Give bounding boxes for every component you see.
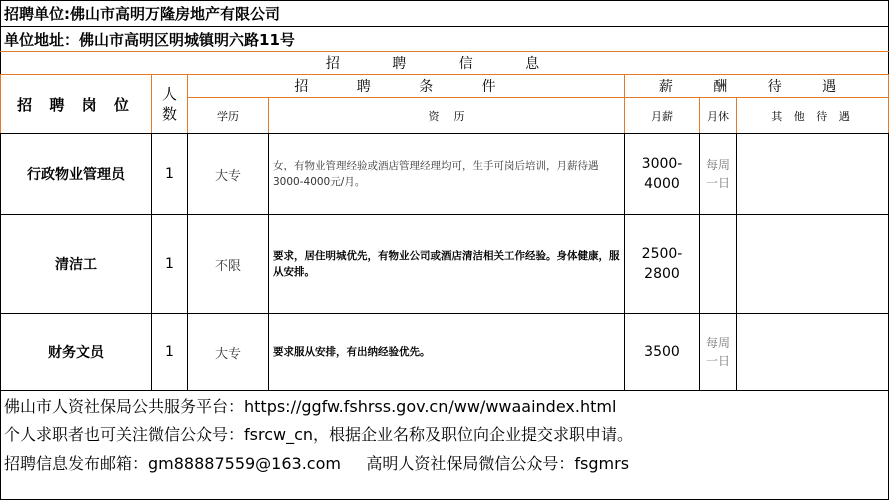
divider: [0, 26, 889, 27]
row1-other: [736, 133, 889, 215]
row2-education: 不限: [187, 214, 269, 314]
row3-qualification: 要求服从安排，有出纳经验优先。: [268, 313, 625, 391]
conditions-group-header: 招 聘 条 件: [187, 74, 625, 98]
sub-qualification-header: 资 历: [268, 97, 625, 134]
company-name: 招聘单位:佛山市高明万隆房地产有限公司: [4, 5, 281, 23]
footer-email: 招聘信息发布邮箱：gm88887559@163.com 高明人资社保局微信公众号：fsgmrs: [4, 454, 630, 473]
sub-other-header: 其 他 待 遇: [736, 97, 889, 134]
row3-salary: 3500: [624, 313, 700, 391]
section-title: 招 聘 信 息: [325, 56, 564, 72]
footer-platform: 佛山市人资社保局公共服务平台：https://ggfw.fshrss.gov.cn/ww/wwaaindex.html: [4, 397, 617, 416]
row2-rest: [699, 214, 737, 314]
row3-rest: 每周一日: [699, 313, 737, 391]
sub-monthly-rest-header: 月休: [699, 97, 737, 134]
sub-monthly-pay-header: 月薪: [624, 97, 700, 134]
row2-salary: 2500-2800: [624, 214, 700, 314]
row1-salary: 3000-4000: [624, 133, 700, 215]
salary-group-header: 薪 酬 待 遇: [624, 74, 889, 98]
row2-qualification: 要求，居住明城优先，有物业公司或酒店清洁相关工作经验。身体健康，服从安排。: [268, 214, 625, 314]
row2-count: 1: [151, 214, 188, 314]
row1-position: 行政物业管理员: [0, 133, 152, 215]
row3-position: 财务文员: [0, 313, 152, 391]
row3-count: 1: [151, 313, 188, 391]
sub-education-header: 学历: [187, 97, 269, 134]
company-address: 单位地址：佛山市高明区明城镇明六路11号: [4, 31, 295, 49]
row1-education: 大专: [187, 133, 269, 215]
row2-position: 清洁工: [0, 214, 152, 314]
row3-education: 大专: [187, 313, 269, 391]
col-position-header: 招 聘 岗 位: [0, 74, 152, 134]
row3-other: [736, 313, 889, 391]
row1-rest: 每周一日: [699, 133, 737, 215]
row2-other: [736, 214, 889, 314]
col-count-header: 人数: [151, 74, 188, 134]
footer-wechat: 个人求职者也可关注微信公众号：fsrcw_cn，根据企业名称及职位向企业提交求职申请。: [4, 425, 634, 444]
row1-count: 1: [151, 133, 188, 215]
row1-qualification: 女，有物业管理经验或酒店管理经理均可，生手可岗后培训，月薪待遇3000-4000元/月。: [268, 133, 625, 215]
